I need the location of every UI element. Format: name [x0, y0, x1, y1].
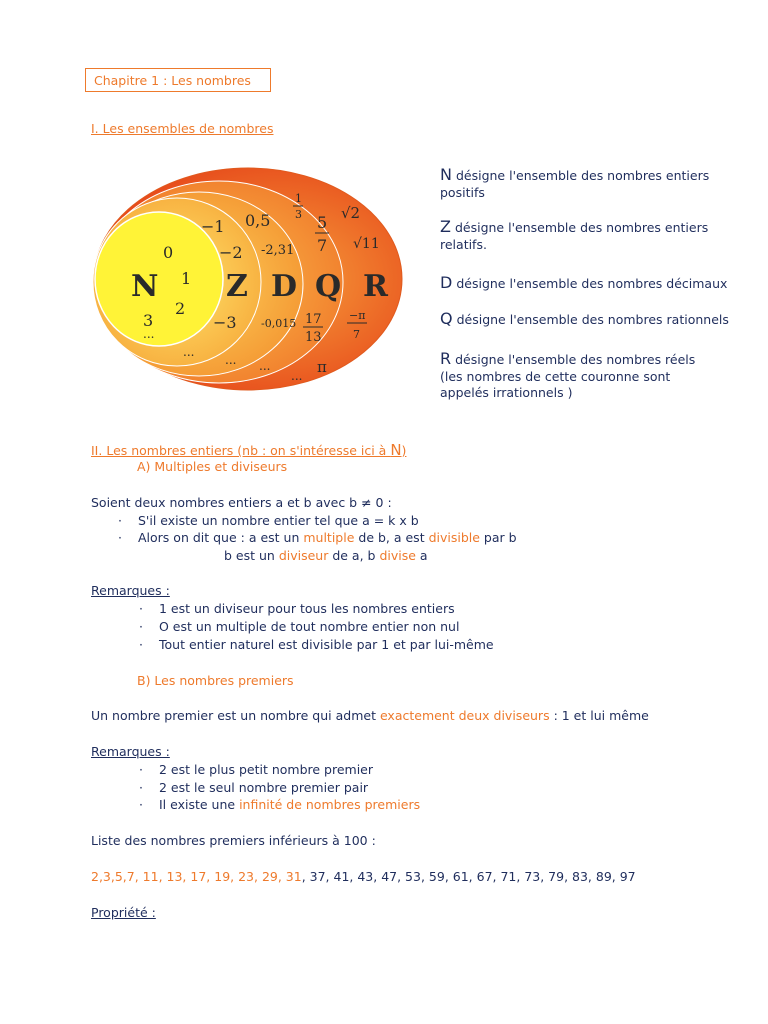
chapter-title-box: [85, 68, 271, 92]
bullet-dot: ·: [139, 762, 143, 777]
remarque-2-item-2: [139, 780, 369, 795]
bullet-dot: ·: [118, 530, 122, 545]
remarque-text: Il existe une: [159, 797, 240, 812]
d-ellipsis: ...: [225, 353, 237, 367]
set-Z-label: Z: [226, 269, 248, 304]
n-two: 2: [175, 299, 186, 318]
bullet-dot: ·: [139, 780, 143, 795]
set-N-label: N: [131, 269, 159, 304]
set-definition-Z: [440, 219, 730, 253]
z-minus-two: −2: [219, 243, 243, 262]
subsection-A-heading: A) Multiples et diviseurs: [137, 459, 288, 474]
remarque-2-item-1: [139, 762, 374, 777]
q-ellipsis: ...: [259, 359, 271, 373]
n-ellipsis: ...: [143, 327, 155, 341]
q-frac-2-numerator: 5: [317, 213, 328, 232]
chapter-title: Chapitre 1 : Les nombres: [94, 73, 251, 88]
r-ellipsis: ...: [291, 369, 303, 383]
remarque-1-item-1: [139, 601, 455, 616]
bullet-dot: ·: [139, 601, 143, 616]
term-divise: divise: [379, 548, 416, 563]
bullet-dot: ·: [139, 619, 143, 634]
line-text-mid: de a, b: [328, 548, 380, 563]
d-zero-point-five: 0,5: [245, 211, 271, 230]
set-description: désigne l'ensemble des nombres réels (les nombres de cette couronne sont appelés irrationnels ): [440, 352, 696, 400]
set-definition-R: [440, 351, 715, 402]
set-description: désigne l'ensemble des nombres rationnels: [456, 312, 729, 327]
section-1-heading: I. Les ensembles de nombres: [91, 121, 274, 136]
definition-text-end: : 1 et lui même: [549, 708, 649, 723]
set-D-label: D: [271, 269, 298, 304]
r-sqrt-two: √2: [341, 204, 361, 222]
set-Q-label: Q: [315, 269, 342, 304]
n-one: 1: [181, 269, 192, 288]
q-frac-1-numerator: 1: [295, 192, 302, 205]
term-infinite-primes: infinité de nombres premiers: [239, 797, 421, 812]
q-frac-3-denominator: 13: [305, 330, 322, 345]
q-frac-2-denominator: 7: [317, 236, 328, 255]
multiples-intro: Soient deux nombres entiers a et b avec b ≠ 0 :: [91, 495, 392, 510]
bullet-dot: ·: [139, 797, 143, 812]
set-letter: D: [440, 273, 453, 292]
multiples-line-3: [224, 548, 428, 563]
set-description: désigne l'ensemble des nombres entiers positifs: [440, 168, 710, 200]
remarque-2-item-3: [139, 797, 421, 812]
term-divisible: divisible: [428, 530, 480, 545]
section-2-heading-close: ): [401, 443, 407, 458]
n-zero: 0: [163, 243, 174, 262]
number-sets-diagram: [91, 166, 405, 392]
z-minus-three: −3: [213, 313, 237, 332]
z-ellipsis: ...: [183, 345, 195, 359]
r-sqrt-eleven: √11: [353, 236, 380, 252]
remarque-text: O est un multiple de tout nombre entier non nul: [159, 619, 460, 634]
term-multiple: multiple: [303, 530, 355, 545]
set-definition-Q: [440, 311, 730, 329]
section-2-heading-N: N: [390, 441, 402, 459]
propriete-heading: Propriété :: [91, 905, 156, 920]
set-description: désigne l'ensemble des nombres décimaux: [456, 276, 728, 291]
bullet-text: S'il existe un nombre entier tel que a = k x b: [138, 513, 419, 528]
section-2-heading: [91, 441, 406, 459]
prime-definition: [91, 708, 649, 723]
line-text-end: a: [415, 548, 428, 563]
set-R-label: R: [363, 269, 388, 304]
subsection-B-heading: B) Les nombres premiers: [137, 673, 294, 688]
set-definition-D: [440, 275, 730, 293]
set-letter: N: [440, 165, 452, 184]
r-pi: π: [317, 358, 327, 376]
remarque-1-item-3: [139, 637, 494, 652]
q-frac-3-numerator: 17: [305, 312, 322, 327]
remarques-1-heading: Remarques :: [91, 583, 170, 598]
set-definition-N: [440, 167, 730, 201]
section-2-heading-text: II. Les nombres entiers (nb : on s'intéresse ici à: [91, 443, 391, 458]
bullet-text: Alors on dit que : a est un: [138, 530, 304, 545]
z-minus-one: −1: [201, 217, 225, 236]
r-frac-denominator: 7: [353, 328, 360, 341]
term-diviseur: diviseur: [278, 548, 329, 563]
prime-list: [91, 869, 636, 884]
definition-text: Un nombre premier est un nombre qui admet: [91, 708, 380, 723]
bullet-text-end: par b: [479, 530, 517, 545]
set-letter: R: [440, 349, 452, 368]
term-two-divisors: exactement deux diviseurs: [379, 708, 550, 723]
set-letter: Z: [440, 217, 451, 236]
remarque-text: 2 est le seul nombre premier pair: [159, 780, 369, 795]
multiples-bullet-2: [118, 530, 517, 545]
d-minus-zero-point-zero-fifteen: -0,015: [261, 317, 297, 330]
r-frac-numerator: −π: [349, 309, 366, 322]
remarque-text: 1 est un diviseur pour tous les nombres entiers: [159, 601, 455, 616]
set-letter: Q: [440, 309, 453, 328]
prime-list-intro: Liste des nombres premiers inférieurs à 100 :: [91, 833, 376, 848]
remarque-1-item-2: [139, 619, 460, 634]
prime-list-highlighted: 2,3,5,7, 11, 13, 17, 19, 23, 29, 31: [91, 869, 302, 884]
remarques-2-heading: Remarques :: [91, 744, 170, 759]
prime-list-rest: , 37, 41, 43, 47, 53, 59, 61, 67, 71, 73, 79, 83, 89, 97: [301, 869, 636, 884]
q-frac-1-denominator: 3: [295, 208, 302, 221]
remarque-text: Tout entier naturel est divisible par 1 et par lui-même: [159, 637, 494, 652]
bullet-text-mid: de b, a est: [354, 530, 429, 545]
set-description: désigne l'ensemble des nombres entiers relatifs.: [440, 220, 709, 252]
line-text: b est un: [224, 548, 279, 563]
bullet-dot: ·: [118, 513, 122, 528]
multiples-bullet-1: [118, 513, 419, 528]
n-three: 3: [143, 311, 154, 330]
d-minus-two-point-thirty-one: -2,31: [261, 243, 295, 258]
bullet-dot: ·: [139, 637, 143, 652]
remarque-text: 2 est le plus petit nombre premier: [159, 762, 374, 777]
